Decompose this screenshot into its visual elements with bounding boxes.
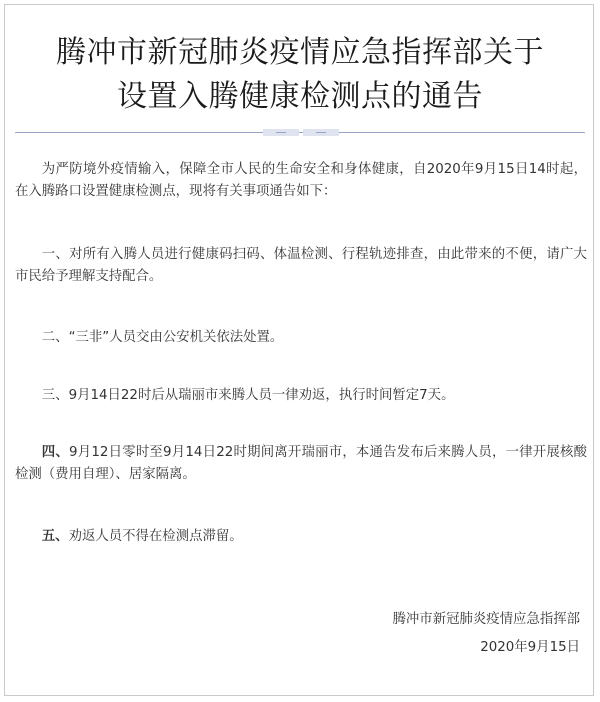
title-line-1: 腾冲市新冠肺炎疫情应急指挥部关于 xyxy=(56,35,544,70)
title-line-2: 设置入腾健康检测点的通告 xyxy=(117,79,483,114)
notice-title xyxy=(5,31,595,119)
item-3-number: 三、 xyxy=(41,388,69,403)
divider-ornament-left xyxy=(263,129,299,136)
item-1 xyxy=(15,244,587,288)
item-2-text: “三非”人员交由公安机关依法处置。 xyxy=(68,330,284,345)
item-2-number: 二、 xyxy=(41,330,69,345)
item-4-text: 9月12日零时至9月14日22时期间离开瑞丽市，本通告发布后来腾人员，一律开展核酸检测（费用自理）、居家隔离。 xyxy=(15,445,588,482)
title-divider xyxy=(15,132,585,133)
issuer-name: 腾冲市新冠肺炎疫情应急指挥部 xyxy=(392,612,580,627)
item-4-number: 四、 xyxy=(41,445,70,460)
item-3 xyxy=(15,385,587,407)
issue-date: 2020年9月15日 xyxy=(480,640,580,655)
intro-text: 为严防境外疫情输入，保障全市人民的生命安全和身体健康，自2020年9月15日14时起，在入腾路口设置健康检测点，现将有关事项通告如下： xyxy=(15,162,587,199)
item-3-text: 9月14日22时后从瑞丽市来腾人员一律劝返，执行时间暂定7天。 xyxy=(68,388,455,403)
intro-paragraph xyxy=(15,159,587,203)
divider-ornament-right xyxy=(303,129,339,136)
item-4 xyxy=(15,442,587,486)
item-5-number: 五、 xyxy=(41,529,69,544)
item-5-text: 劝返人员不得在检测点滞留。 xyxy=(68,529,243,544)
notice-frame xyxy=(4,4,594,696)
item-1-number: 一、 xyxy=(41,247,70,262)
item-5 xyxy=(15,526,587,548)
item-2 xyxy=(15,327,587,349)
item-1-text: 对所有入腾人员进行健康码扫码、体温检测、行程轨迹排查，由此带来的不便，请广大市民给予理解支持配合。 xyxy=(15,247,588,284)
